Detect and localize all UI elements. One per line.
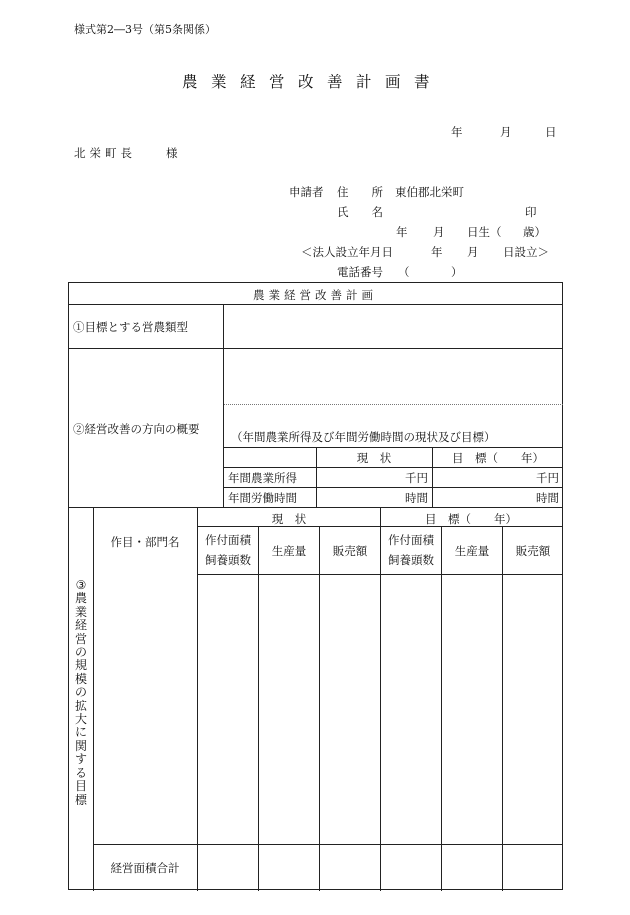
date-day-label: 日	[545, 125, 557, 139]
current-production-header: 生産量	[271, 544, 307, 558]
birth-month-label: 月	[433, 225, 445, 239]
document-title: 農業経営改善計画書	[182, 73, 444, 91]
income-target-unit: 千円	[536, 471, 559, 485]
target-area-header-line1: 作付面積	[388, 533, 434, 547]
addressee-honorific: 様	[166, 146, 178, 160]
address-label: 住 所	[337, 185, 383, 199]
date-year-label: 年	[451, 125, 463, 139]
address-value: 東伯郡北栄町	[395, 185, 464, 199]
hours-current-unit: 時間	[405, 491, 428, 505]
scale-current-header: 現 状	[271, 512, 307, 526]
annual-income-label: 年間農業所得	[228, 471, 297, 485]
crop-department-header: 作目・部門名	[110, 535, 180, 549]
form-number: 様式第2―3号（第5条関係）	[74, 23, 216, 36]
plan-header: 農業経営改善計画	[253, 288, 377, 302]
improvement-direction-field[interactable]	[225, 350, 561, 403]
current-sales-header: 販売額	[332, 544, 368, 558]
target-farming-type-label: ①目標とする営農類型	[73, 320, 188, 334]
name-label: 氏 名	[337, 205, 383, 219]
date-month-label: 月	[500, 125, 512, 139]
target-year-header: 目 標（ 年）	[452, 451, 544, 465]
income-hours-caption: （年間農業所得及び年間労働時間の現状及び目標）	[231, 430, 496, 444]
total-farm-area-label: 経営面積合計	[110, 861, 180, 875]
seal-mark: 印	[525, 205, 537, 219]
target-area-header-line2: 飼養頭数	[388, 553, 434, 567]
phone-label: 電話番号	[337, 265, 383, 279]
improvement-direction-label: ②経営改善の方向の概要	[73, 422, 200, 436]
target-farming-type-field[interactable]	[225, 306, 561, 347]
scale-expansion-entry-area[interactable]	[95, 576, 561, 842]
birth-age-label: 歳）	[523, 225, 546, 239]
annual-hours-label: 年間労働時間	[228, 491, 297, 505]
scale-target-header: 目 標（ 年）	[425, 512, 517, 526]
corp-established-open: ＜法人設立年月日	[301, 245, 393, 259]
corp-year-label: 年	[431, 245, 443, 259]
improvement-plan-table	[68, 282, 563, 890]
birth-year-label: 年	[396, 225, 408, 239]
target-production-header: 生産量	[454, 544, 490, 558]
birth-day-label: 日生（	[467, 225, 502, 239]
addressee: 北栄町長	[74, 146, 136, 160]
corp-established-close: 日設立＞	[503, 245, 549, 259]
hours-target-unit: 時間	[536, 491, 559, 505]
current-area-header-line2: 飼養頭数	[205, 553, 251, 567]
income-current-unit: 千円	[405, 471, 428, 485]
current-status-header: 現 状	[356, 451, 392, 465]
current-area-header-line1: 作付面積	[205, 533, 251, 547]
scale-expansion-label: ③ 農 業 経 営 の 規 模 の 拡 大 に 関 す る 目 標	[74, 578, 87, 807]
corp-month-label: 月	[467, 245, 479, 259]
applicant-label: 申請者	[289, 185, 324, 199]
phone-paren-close: ）	[451, 265, 463, 279]
target-sales-header: 販売額	[515, 544, 551, 558]
phone-paren-open: （	[398, 265, 410, 279]
